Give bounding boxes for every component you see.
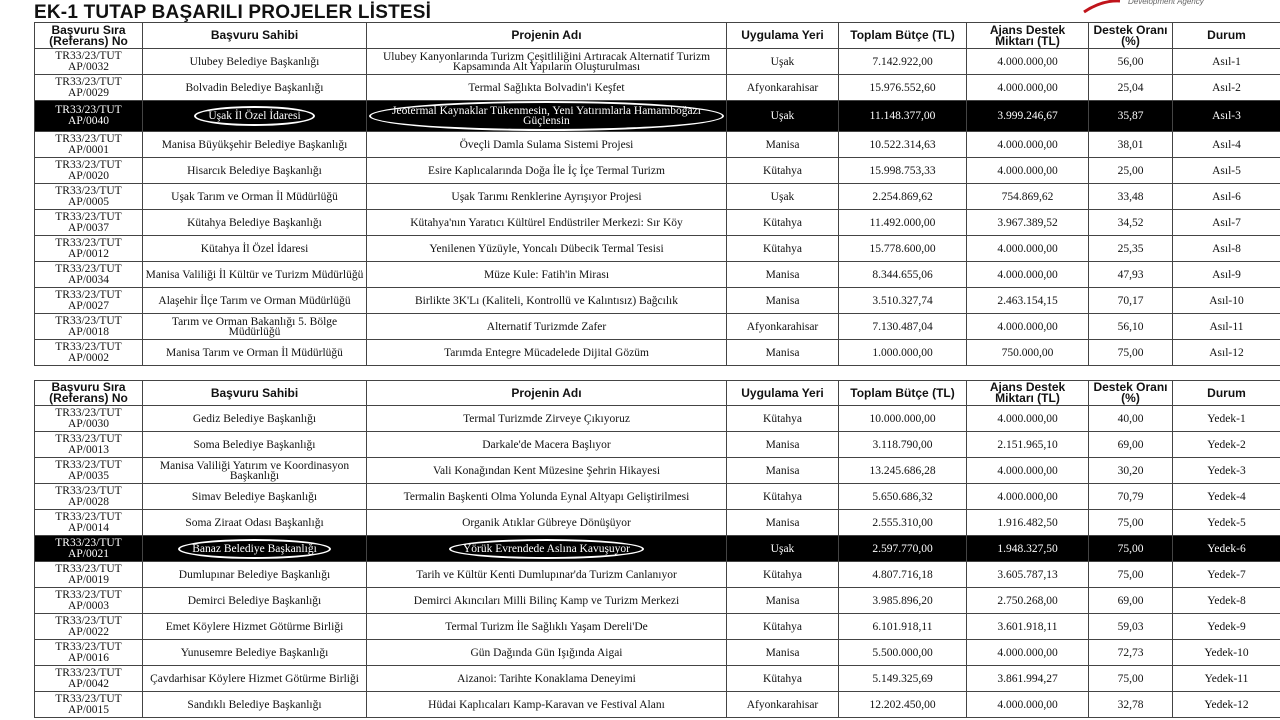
cell-budget: 5.650.686,32 (839, 484, 967, 510)
cell-project: Birlikte 3K'Lı (Kaliteli, Kontrollü ve Kalıntısız) Bağcılık (367, 288, 727, 314)
cell-place: Kütahya (727, 562, 839, 588)
agency-logo-icon (1082, 0, 1122, 14)
cell-status: Yedek-2 (1173, 432, 1280, 458)
cell-status: Yedek-4 (1173, 484, 1280, 510)
table-row (35, 510, 1280, 536)
cell-rate: 33,48 (1089, 184, 1173, 210)
cell-budget: 11.148.377,00 (839, 101, 967, 132)
cell-budget: 15.778.600,00 (839, 236, 967, 262)
highlight-oval: Yörük Evrendede Aslına Kavuşuyor (449, 539, 644, 559)
cell-owner: Soma Belediye Başkanlığı (143, 432, 367, 458)
col-header-ref: Başvuru Sıra (Referans) No (35, 23, 143, 49)
cell-ref: TR33/23/TUT AP/0014 (35, 510, 143, 536)
cell-project: Tarımda Entegre Mücadelede Dijital Gözüm (367, 340, 727, 366)
cell-project: Yenilenen Yüzüyle, Yoncalı Dübecik Termal Tesisi (367, 236, 727, 262)
cell-place: Manisa (727, 640, 839, 666)
cell-owner (143, 536, 367, 562)
cell-place: Manisa (727, 458, 839, 484)
cell-ref: TR33/23/TUT AP/0040 (35, 101, 143, 132)
cell-budget: 3.118.790,00 (839, 432, 967, 458)
cell-budget: 5.149.325,69 (839, 666, 967, 692)
table-row (35, 640, 1280, 666)
cell-project: Termal Turizmde Zirveye Çıkıyoruz (367, 406, 727, 432)
cell-support: 3.601.918,11 (967, 614, 1089, 640)
cell-support: 4.000.000,00 (967, 692, 1089, 718)
col-header-project: Projenin Adı (367, 23, 727, 49)
table-row (35, 536, 1280, 562)
cell-ref: TR33/23/TUT AP/0003 (35, 588, 143, 614)
cell-owner: Manisa Valiliği Yatırım ve Koordinasyon Başkanlığı (143, 458, 367, 484)
cell-ref: TR33/23/TUT AP/0019 (35, 562, 143, 588)
table-row (35, 666, 1280, 692)
col-header-budget: Toplam Bütçe (TL) (839, 23, 967, 49)
cell-owner: Dumlupınar Belediye Başkanlığı (143, 562, 367, 588)
cell-place: Kütahya (727, 406, 839, 432)
col-header-ref: Başvuru Sıra (Referans) No (35, 381, 143, 406)
cell-rate: 75,00 (1089, 340, 1173, 366)
cell-ref: TR33/23/TUT AP/0029 (35, 75, 143, 101)
cell-rate: 70,79 (1089, 484, 1173, 510)
cell-ref: TR33/23/TUT AP/0032 (35, 49, 143, 75)
cell-project: Uşak Tarımı Renklerine Ayrışıyor Projesi (367, 184, 727, 210)
cell-support: 750.000,00 (967, 340, 1089, 366)
col-header-project: Projenin Adı (367, 381, 727, 406)
cell-status: Asıl-3 (1173, 101, 1280, 132)
col-header-status: Durum (1173, 23, 1280, 49)
cell-owner: Emet Köylere Hizmet Götürme Birliği (143, 614, 367, 640)
cell-place: Kütahya (727, 236, 839, 262)
table-row (35, 210, 1280, 236)
highlight-oval: Banaz Belediye Başkanlığı (178, 539, 331, 559)
cell-status: Yedek-7 (1173, 562, 1280, 588)
cell-project: Kütahya'nın Yaratıcı Kültürel Endüstriler Merkezi: Sır Köy (367, 210, 727, 236)
cell-status: Asıl-10 (1173, 288, 1280, 314)
table-row (35, 458, 1280, 484)
cell-support: 3.605.787,13 (967, 562, 1089, 588)
cell-owner: Demirci Belediye Başkanlığı (143, 588, 367, 614)
cell-support: 4.000.000,00 (967, 75, 1089, 101)
col-header-place: Uygulama Yeri (727, 381, 839, 406)
cell-project: Darkale'de Macera Başlıyor (367, 432, 727, 458)
cell-budget: 3.985.896,20 (839, 588, 967, 614)
cell-owner: Yunusemre Belediye Başkanlığı (143, 640, 367, 666)
col-header-budget: Toplam Bütçe (TL) (839, 381, 967, 406)
table-row (35, 340, 1280, 366)
cell-budget: 6.101.918,11 (839, 614, 967, 640)
cell-rate: 34,52 (1089, 210, 1173, 236)
cell-place: Kütahya (727, 158, 839, 184)
cell-place: Afyonkarahisar (727, 314, 839, 340)
cell-owner: Kütahya İl Özel İdaresi (143, 236, 367, 262)
cell-owner: Simav Belediye Başkanlığı (143, 484, 367, 510)
cell-support: 754.869,62 (967, 184, 1089, 210)
cell-rate: 69,00 (1089, 588, 1173, 614)
cell-project: Aizanoi: Tarihte Konaklama Deneyimi (367, 666, 727, 692)
cell-status: Yedek-9 (1173, 614, 1280, 640)
table-row (35, 484, 1280, 510)
cell-ref: TR33/23/TUT AP/0016 (35, 640, 143, 666)
table-row (35, 614, 1280, 640)
cell-place: Uşak (727, 49, 839, 75)
cell-owner: Alaşehir İlçe Tarım ve Orman Müdürlüğü (143, 288, 367, 314)
cell-rate: 30,20 (1089, 458, 1173, 484)
cell-budget: 2.555.310,00 (839, 510, 967, 536)
cell-rate: 72,73 (1089, 640, 1173, 666)
cell-status: Yedek-3 (1173, 458, 1280, 484)
cell-rate: 75,00 (1089, 536, 1173, 562)
cell-project: Tarih ve Kültür Kenti Dumlupınar'da Turizm Canlanıyor (367, 562, 727, 588)
col-header-owner: Başvuru Sahibi (143, 23, 367, 49)
cell-ref: TR33/23/TUT AP/0013 (35, 432, 143, 458)
table-row (35, 101, 1280, 132)
cell-owner: Gediz Belediye Başkanlığı (143, 406, 367, 432)
cell-rate: 59,03 (1089, 614, 1173, 640)
cell-project: Ulubey Kanyonlarında Turizm Çeşitliliğini Artıracak Alternatif Turizm Kapsamında Alt Yapıların Oluşturulması (367, 49, 727, 75)
cell-place: Manisa (727, 432, 839, 458)
cell-place: Afyonkarahisar (727, 75, 839, 101)
cell-ref: TR33/23/TUT AP/0015 (35, 692, 143, 718)
cell-status: Yedek-12 (1173, 692, 1280, 718)
cell-owner: Uşak Tarım ve Orman İl Müdürlüğü (143, 184, 367, 210)
table-header-row (35, 23, 1280, 49)
cell-ref: TR33/23/TUT AP/0012 (35, 236, 143, 262)
cell-support: 4.000.000,00 (967, 458, 1089, 484)
cell-owner: Manisa Büyükşehir Belediye Başkanlığı (143, 132, 367, 158)
cell-support: 4.000.000,00 (967, 484, 1089, 510)
table-header-row (35, 381, 1280, 406)
cell-support: 4.000.000,00 (967, 640, 1089, 666)
table-row (35, 236, 1280, 262)
cell-owner: Çavdarhisar Köylere Hizmet Götürme Birliği (143, 666, 367, 692)
table-row (35, 184, 1280, 210)
cell-support: 4.000.000,00 (967, 406, 1089, 432)
cell-project: Müze Kule: Fatih'in Mirası (367, 262, 727, 288)
cell-ref: TR33/23/TUT AP/0018 (35, 314, 143, 340)
cell-status: Yedek-8 (1173, 588, 1280, 614)
highlight-oval: Jeotermal Kaynaklar Tükenmesin, Yeni Yatırımlarla Hamamboğazı Güçlensin (369, 101, 724, 131)
cell-budget: 10.522.314,63 (839, 132, 967, 158)
cell-place: Manisa (727, 262, 839, 288)
cell-status: Yedek-1 (1173, 406, 1280, 432)
table-row (35, 406, 1280, 432)
cell-status: Asıl-12 (1173, 340, 1280, 366)
cell-owner: Bolvadin Belediye Başkanlığı (143, 75, 367, 101)
cell-owner: Hisarcık Belediye Başkanlığı (143, 158, 367, 184)
cell-support: 4.000.000,00 (967, 49, 1089, 75)
cell-status: Asıl-2 (1173, 75, 1280, 101)
cell-budget: 11.492.000,00 (839, 210, 967, 236)
cell-status: Asıl-8 (1173, 236, 1280, 262)
cell-status: Yedek-6 (1173, 536, 1280, 562)
cell-place: Manisa (727, 340, 839, 366)
col-header-place: Uygulama Yeri (727, 23, 839, 49)
cell-rate: 69,00 (1089, 432, 1173, 458)
cell-budget: 4.807.716,18 (839, 562, 967, 588)
cell-project (367, 536, 727, 562)
cell-rate: 70,17 (1089, 288, 1173, 314)
cell-project: Alternatif Turizmde Zafer (367, 314, 727, 340)
cell-rate: 75,00 (1089, 562, 1173, 588)
highlight-oval: Uşak İl Özel İdaresi (194, 106, 314, 126)
cell-ref: TR33/23/TUT AP/0042 (35, 666, 143, 692)
table-row (35, 49, 1280, 75)
cell-support: 2.151.965,10 (967, 432, 1089, 458)
table-row (35, 432, 1280, 458)
col-header-support: Ajans Destek Miktarı (TL) (967, 23, 1089, 49)
cell-ref: TR33/23/TUT AP/0021 (35, 536, 143, 562)
cell-rate: 75,00 (1089, 510, 1173, 536)
cell-ref: TR33/23/TUT AP/0034 (35, 262, 143, 288)
cell-support: 4.000.000,00 (967, 132, 1089, 158)
cell-project: Hüdai Kaplıcaları Kamp-Karavan ve Festival Alanı (367, 692, 727, 718)
cell-ref: TR33/23/TUT AP/0022 (35, 614, 143, 640)
cell-status: Asıl-11 (1173, 314, 1280, 340)
cell-budget: 5.500.000,00 (839, 640, 967, 666)
cell-status: Yedek-5 (1173, 510, 1280, 536)
cell-owner: Manisa Valiliği İl Kültür ve Turizm Müdürlüğü (143, 262, 367, 288)
cell-place: Uşak (727, 184, 839, 210)
table-row (35, 132, 1280, 158)
cell-rate: 25,00 (1089, 158, 1173, 184)
cell-rate: 32,78 (1089, 692, 1173, 718)
table-row (35, 562, 1280, 588)
table-row (35, 158, 1280, 184)
cell-budget: 13.245.686,28 (839, 458, 967, 484)
cell-owner: Kütahya Belediye Başkanlığı (143, 210, 367, 236)
cell-project: Termalin Başkenti Olma Yolunda Eynal Altyapı Geliştirilmesi (367, 484, 727, 510)
cell-rate: 25,04 (1089, 75, 1173, 101)
cell-support: 3.999.246,67 (967, 101, 1089, 132)
page-title: EK-1 TUTAP BAŞARILI PROJELER LİSTESİ (34, 2, 432, 23)
cell-place: Kütahya (727, 484, 839, 510)
cell-status: Asıl-6 (1173, 184, 1280, 210)
cell-budget: 2.597.770,00 (839, 536, 967, 562)
cell-project: Gün Dağında Gün Işığında Aigai (367, 640, 727, 666)
table-row (35, 588, 1280, 614)
col-header-support: Ajans Destek Miktarı (TL) (967, 381, 1089, 406)
cell-rate: 56,00 (1089, 49, 1173, 75)
cell-rate: 38,01 (1089, 132, 1173, 158)
cell-ref: TR33/23/TUT AP/0027 (35, 288, 143, 314)
cell-rate: 40,00 (1089, 406, 1173, 432)
cell-place: Manisa (727, 132, 839, 158)
cell-place: Uşak (727, 536, 839, 562)
col-header-owner: Başvuru Sahibi (143, 381, 367, 406)
agency-logo-text: Development Agency (1128, 0, 1204, 6)
cell-place: Kütahya (727, 210, 839, 236)
col-header-rate: Destek Oranı (%) (1089, 381, 1173, 406)
cell-place: Manisa (727, 288, 839, 314)
cell-ref: TR33/23/TUT AP/0028 (35, 484, 143, 510)
cell-status: Asıl-9 (1173, 262, 1280, 288)
cell-rate: 47,93 (1089, 262, 1173, 288)
cell-place: Kütahya (727, 614, 839, 640)
cell-support: 1.948.327,50 (967, 536, 1089, 562)
cell-status: Yedek-11 (1173, 666, 1280, 692)
cell-ref: TR33/23/TUT AP/0005 (35, 184, 143, 210)
table-row (35, 75, 1280, 101)
cell-budget: 7.130.487,04 (839, 314, 967, 340)
cell-budget: 12.202.450,00 (839, 692, 967, 718)
cell-budget: 1.000.000,00 (839, 340, 967, 366)
cell-support: 4.000.000,00 (967, 314, 1089, 340)
main-projects-table (34, 22, 1280, 366)
cell-owner (143, 101, 367, 132)
reserve-projects-table (34, 380, 1280, 718)
cell-budget: 3.510.327,74 (839, 288, 967, 314)
col-header-rate: Destek Oranı (%) (1089, 23, 1173, 49)
cell-owner: Manisa Tarım ve Orman İl Müdürlüğü (143, 340, 367, 366)
cell-budget: 15.998.753,33 (839, 158, 967, 184)
cell-rate: 56,10 (1089, 314, 1173, 340)
cell-budget: 10.000.000,00 (839, 406, 967, 432)
cell-budget: 7.142.922,00 (839, 49, 967, 75)
cell-project: Vali Konağından Kent Müzesine Şehrin Hikayesi (367, 458, 727, 484)
cell-support: 4.000.000,00 (967, 158, 1089, 184)
cell-support: 2.463.154,15 (967, 288, 1089, 314)
cell-owner: Tarım ve Orman Bakanlığı 5. Bölge Müdürlüğü (143, 314, 367, 340)
cell-project: Esire Kaplıcalarında Doğa İle İç İçe Termal Turizm (367, 158, 727, 184)
cell-ref: TR33/23/TUT AP/0020 (35, 158, 143, 184)
table-row (35, 692, 1280, 718)
cell-owner: Ulubey Belediye Başkanlığı (143, 49, 367, 75)
col-header-status: Durum (1173, 381, 1280, 406)
cell-support: 4.000.000,00 (967, 262, 1089, 288)
cell-ref: TR33/23/TUT AP/0030 (35, 406, 143, 432)
table-row (35, 314, 1280, 340)
cell-place: Manisa (727, 588, 839, 614)
cell-status: Asıl-7 (1173, 210, 1280, 236)
cell-support: 2.750.268,00 (967, 588, 1089, 614)
table-row (35, 288, 1280, 314)
cell-place: Manisa (727, 510, 839, 536)
cell-rate: 25,35 (1089, 236, 1173, 262)
cell-place: Kütahya (727, 666, 839, 692)
cell-ref: TR33/23/TUT AP/0001 (35, 132, 143, 158)
cell-project: Organik Atıklar Gübreye Dönüşüyor (367, 510, 727, 536)
cell-ref: TR33/23/TUT AP/0037 (35, 210, 143, 236)
cell-project: Termal Turizm İle Sağlıklı Yaşam Dereli'De (367, 614, 727, 640)
cell-budget: 15.976.552,60 (839, 75, 967, 101)
cell-support: 4.000.000,00 (967, 236, 1089, 262)
table-row (35, 262, 1280, 288)
cell-project: Öveçli Damla Sulama Sistemi Projesi (367, 132, 727, 158)
cell-budget: 8.344.655,06 (839, 262, 967, 288)
cell-budget: 2.254.869,62 (839, 184, 967, 210)
cell-project (367, 101, 727, 132)
cell-support: 1.916.482,50 (967, 510, 1089, 536)
cell-place: Afyonkarahisar (727, 692, 839, 718)
cell-rate: 35,87 (1089, 101, 1173, 132)
cell-owner: Sandıklı Belediye Başkanlığı (143, 692, 367, 718)
cell-owner: Soma Ziraat Odası Başkanlığı (143, 510, 367, 536)
cell-project: Termal Sağlıkta Bolvadin'i Keşfet (367, 75, 727, 101)
cell-project: Demirci Akıncıları Milli Bilinç Kamp ve Turizm Merkezi (367, 588, 727, 614)
cell-support: 3.967.389,52 (967, 210, 1089, 236)
cell-rate: 75,00 (1089, 666, 1173, 692)
cell-support: 3.861.994,27 (967, 666, 1089, 692)
cell-ref: TR33/23/TUT AP/0002 (35, 340, 143, 366)
cell-status: Yedek-10 (1173, 640, 1280, 666)
cell-status: Asıl-4 (1173, 132, 1280, 158)
cell-place: Uşak (727, 101, 839, 132)
cell-ref: TR33/23/TUT AP/0035 (35, 458, 143, 484)
cell-status: Asıl-1 (1173, 49, 1280, 75)
cell-status: Asıl-5 (1173, 158, 1280, 184)
